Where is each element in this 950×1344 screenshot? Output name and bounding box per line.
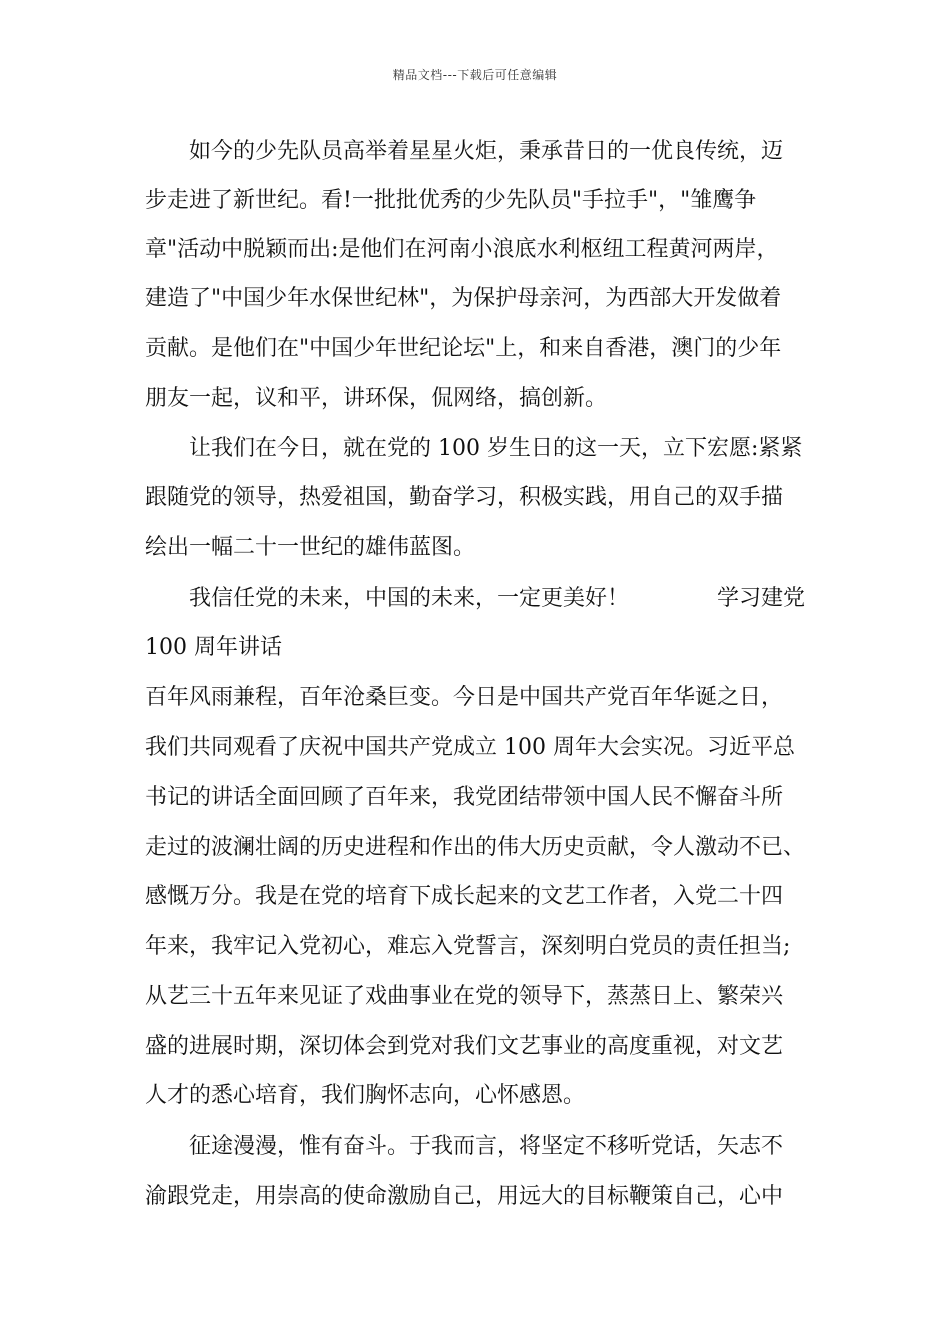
- text-line: 从艺三十五年来见证了戏曲事业在党的领导下，蒸蒸日上、繁荣兴: [145, 984, 784, 1009]
- text-line: 步走进了新世纪。看!一批批优秀的少先队员"手拉手"，"雏鹰争: [145, 188, 757, 213]
- text-line: 我信任党的未来，中国的未来，一定更美好！ 学习建党: [145, 586, 806, 611]
- text-line: 贡献。是他们在"中国少年世纪论坛"上，和来自香港，澳门的少年: [145, 336, 782, 361]
- text-line: 建造了"中国少年水保世纪林"，为保护母亲河，为西部大开发做着: [145, 286, 782, 311]
- text-line: 100 周年讲话: [145, 635, 282, 660]
- page-header: 精品文档---下载后可任意编辑: [392, 68, 558, 82]
- text-line: 书记的讲话全面回顾了百年来，我党团结带领中国人民不懈奋斗所: [145, 785, 784, 810]
- text-line: 感慨万分。我是在党的培育下成长起来的文艺工作者，入党二十四: [145, 884, 784, 909]
- text-line: 朋友一起，议和平，讲环保，侃网络，搞创新。: [145, 386, 608, 411]
- text-line: 盛的进展时期，深切体会到党对我们文艺事业的高度重视，对文艺: [145, 1034, 784, 1059]
- text-line: 如今的少先队员高举着星星火炬，秉承昔日的一优良传统，迈: [145, 139, 784, 164]
- text-line: 我们共同观看了庆祝中国共产党成立 100 周年大会实况。习近平总: [145, 735, 795, 760]
- text-line: 人才的悉心培育，我们胸怀志向，心怀感恩。: [145, 1083, 586, 1108]
- text-line: 渝跟党走，用崇高的使命激励自己，用远大的目标鞭策自己，心中: [145, 1184, 784, 1209]
- text-line: 章"活动中脱颖而出:是他们在河南小浪底水利枢纽工程黄河两岸，: [145, 237, 779, 262]
- text-line: 年来，我牢记入党初心，难忘入党誓言，深刻明白党员的责任担当;: [145, 934, 791, 959]
- text-line: 征途漫漫，惟有奋斗。于我而言，将坚定不移听党话，矢志不: [145, 1134, 784, 1159]
- text-line: 让我们在今日，就在党的 100 岁生日的这一天，立下宏愿:紧紧: [145, 436, 803, 461]
- text-line: 走过的波澜壮阔的历史进程和作出的伟大历史贡献，令人激动不已、: [145, 835, 806, 860]
- text-line: 绘出一幅二十一世纪的雄伟蓝图。: [145, 535, 476, 560]
- text-line: 百年风雨兼程，百年沧桑巨变。今日是中国共产党百年华诞之日，: [145, 685, 784, 710]
- text-line: 跟随党的领导，热爱祖国，勤奋学习，积极实践，用自己的双手描: [145, 485, 784, 510]
